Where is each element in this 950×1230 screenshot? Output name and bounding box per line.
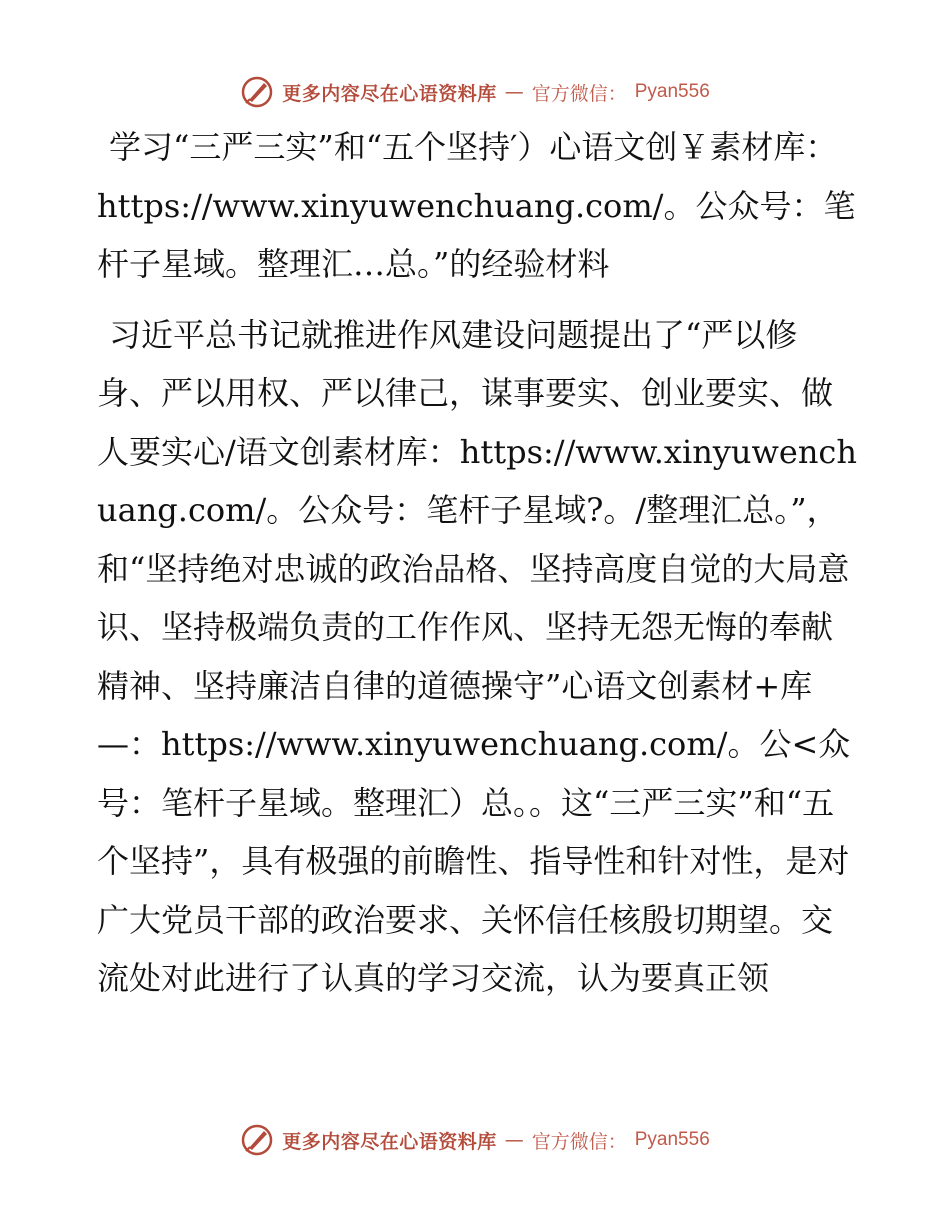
banner-title: 更多内容尽在心语资料库	[282, 82, 497, 105]
banner-separator: —	[504, 1129, 524, 1151]
document-body	[97, 118, 857, 1008]
paragraph-main: 习近平总书记就推进作风建设问题提出了“严以修身、严以用权、严以律己，谋事要实、创业要实、做人要实心/语文创素材库：https://www.xinyuwenchuang.com/。公众号：笔杆子星域?。/整理汇总。”，和“坚持绝对忠诚的政治品格、坚持高度自觉的大局意识、坚持极端负责的工作作风、坚持无怨无悔的奉献精神、坚持廉洁自律的道德操守”心语文创素材+库—：https://www.xinyuwenchuang.com/。公<众号：笔杆子星域。整理汇）总。。这“三严三实”和“五个坚持”，具有极强的前瞻性、指导性和针对性，是对广大党员干部的政治要求、关怀信任核殷切期望。交流处对此进行了认真的学习交流，认为要真正领	[97, 315, 857, 997]
paragraph-title: 学习“三严三实”和“五个坚持′）心语文创￥素材库：https://www.xinyuwenchuang.com/。公众号：笔杆子星域。整理汇…总。”的经验材料	[97, 128, 856, 283]
banner-separator: —	[504, 81, 524, 103]
wechat-label: 官方微信：	[531, 82, 627, 105]
banner-title: 更多内容尽在心语资料库	[282, 1130, 497, 1153]
quill-seal-icon	[240, 75, 274, 109]
footer-banner	[0, 1120, 950, 1160]
header-banner	[0, 72, 950, 112]
wechat-label: 官方微信：	[531, 1130, 627, 1153]
quill-seal-icon	[240, 1123, 274, 1157]
wechat-id: Pyan556	[634, 81, 710, 102]
wechat-id: Pyan556	[634, 1129, 710, 1150]
